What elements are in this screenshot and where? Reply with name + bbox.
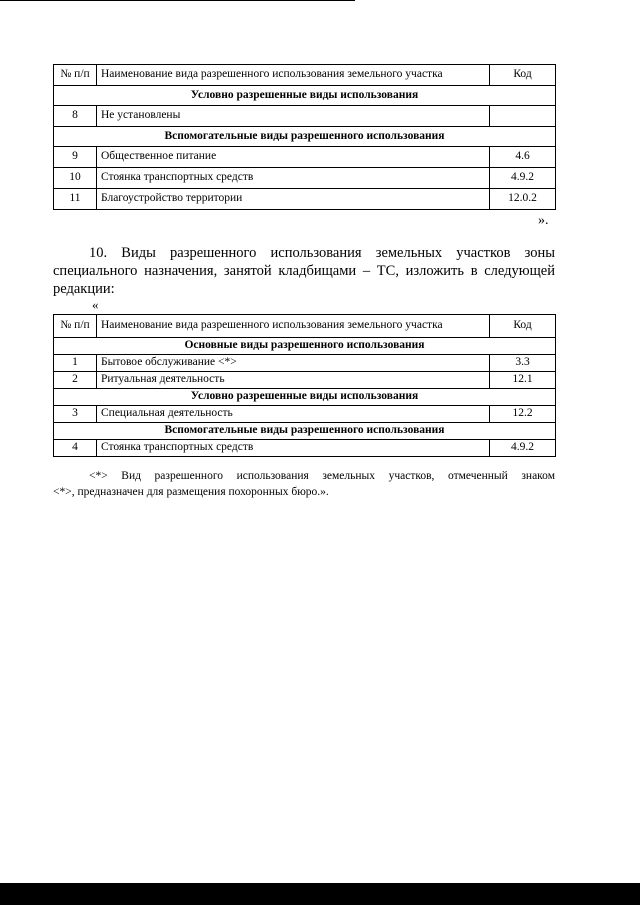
row-code: 12.1 [490,372,556,389]
paragraph-line-1: 10. Виды разрешенного использования земельных участков зоны [89,245,555,261]
row-name: Благоустройство территории [97,189,490,210]
table-row [54,355,556,372]
row-num: 4 [54,440,97,457]
row-name: Специальная деятельность [97,406,490,423]
header-name: Наименование вида разрешенного использования земельного участка [97,65,490,86]
section-title: Условно разрешенные виды использования [54,389,556,406]
header-code: Код [490,315,556,338]
section-row [54,338,556,355]
row-num: 1 [54,355,97,372]
table-header-row [54,315,556,338]
table-row [54,406,556,423]
row-code: 3.3 [490,355,556,372]
row-name: Стоянка транспортных средств [97,168,490,189]
table-row [54,168,556,189]
row-code: 12.2 [490,406,556,423]
table-row [54,147,556,168]
row-num: 11 [54,189,97,210]
row-name: Стоянка транспортных средств [97,440,490,457]
land-use-table-1 [53,64,556,210]
row-code: 4.6 [490,147,556,168]
row-num: 3 [54,406,97,423]
section-title: Вспомогательные виды разрешенного использования [54,423,556,440]
footnote [53,468,555,500]
table-row [54,189,556,210]
section-row [54,127,556,147]
section-title: Вспомогательные виды разрешенного использования [54,127,556,147]
section-row [54,389,556,406]
closing-quote: ». [538,213,549,228]
section-title: Основные виды разрешенного использования [54,338,556,355]
row-num: 2 [54,372,97,389]
open-quote: « [92,297,99,312]
header-num: № п/п [54,315,97,338]
row-code: 4.9.2 [490,440,556,457]
table-row [54,440,556,457]
row-name: Не установлены [97,106,490,127]
table-header-row [54,65,556,86]
table-row [54,106,556,127]
row-code: 4.9.2 [490,168,556,189]
row-num: 9 [54,147,97,168]
row-code [490,106,556,127]
scan-border-bottom [0,883,640,905]
top-scan-line [0,0,355,1]
footnote-line-2: <*>, предназначен для размещения похоронных бюро.». [53,486,329,498]
row-num: 8 [54,106,97,127]
paragraph-rest: специального назначения, занятой кладбищами – ТС, изложить в следующей редакции: [53,263,555,297]
amendment-paragraph [53,244,555,298]
header-name: Наименование вида разрешенного использования земельного участка [97,315,490,338]
row-name: Бытовое обслуживание <*> [97,355,490,372]
header-num: № п/п [54,65,97,86]
row-name: Общественное питание [97,147,490,168]
section-row [54,86,556,106]
table-row [54,372,556,389]
footnote-line-1: <*> Вид разрешенного использования земельных участков, отмеченный знаком [89,470,555,482]
land-use-table-2 [53,314,556,457]
row-name: Ритуальная деятельность [97,372,490,389]
header-code: Код [490,65,556,86]
section-title: Условно разрешенные виды использования [54,86,556,106]
row-num: 10 [54,168,97,189]
section-row [54,423,556,440]
row-code: 12.0.2 [490,189,556,210]
